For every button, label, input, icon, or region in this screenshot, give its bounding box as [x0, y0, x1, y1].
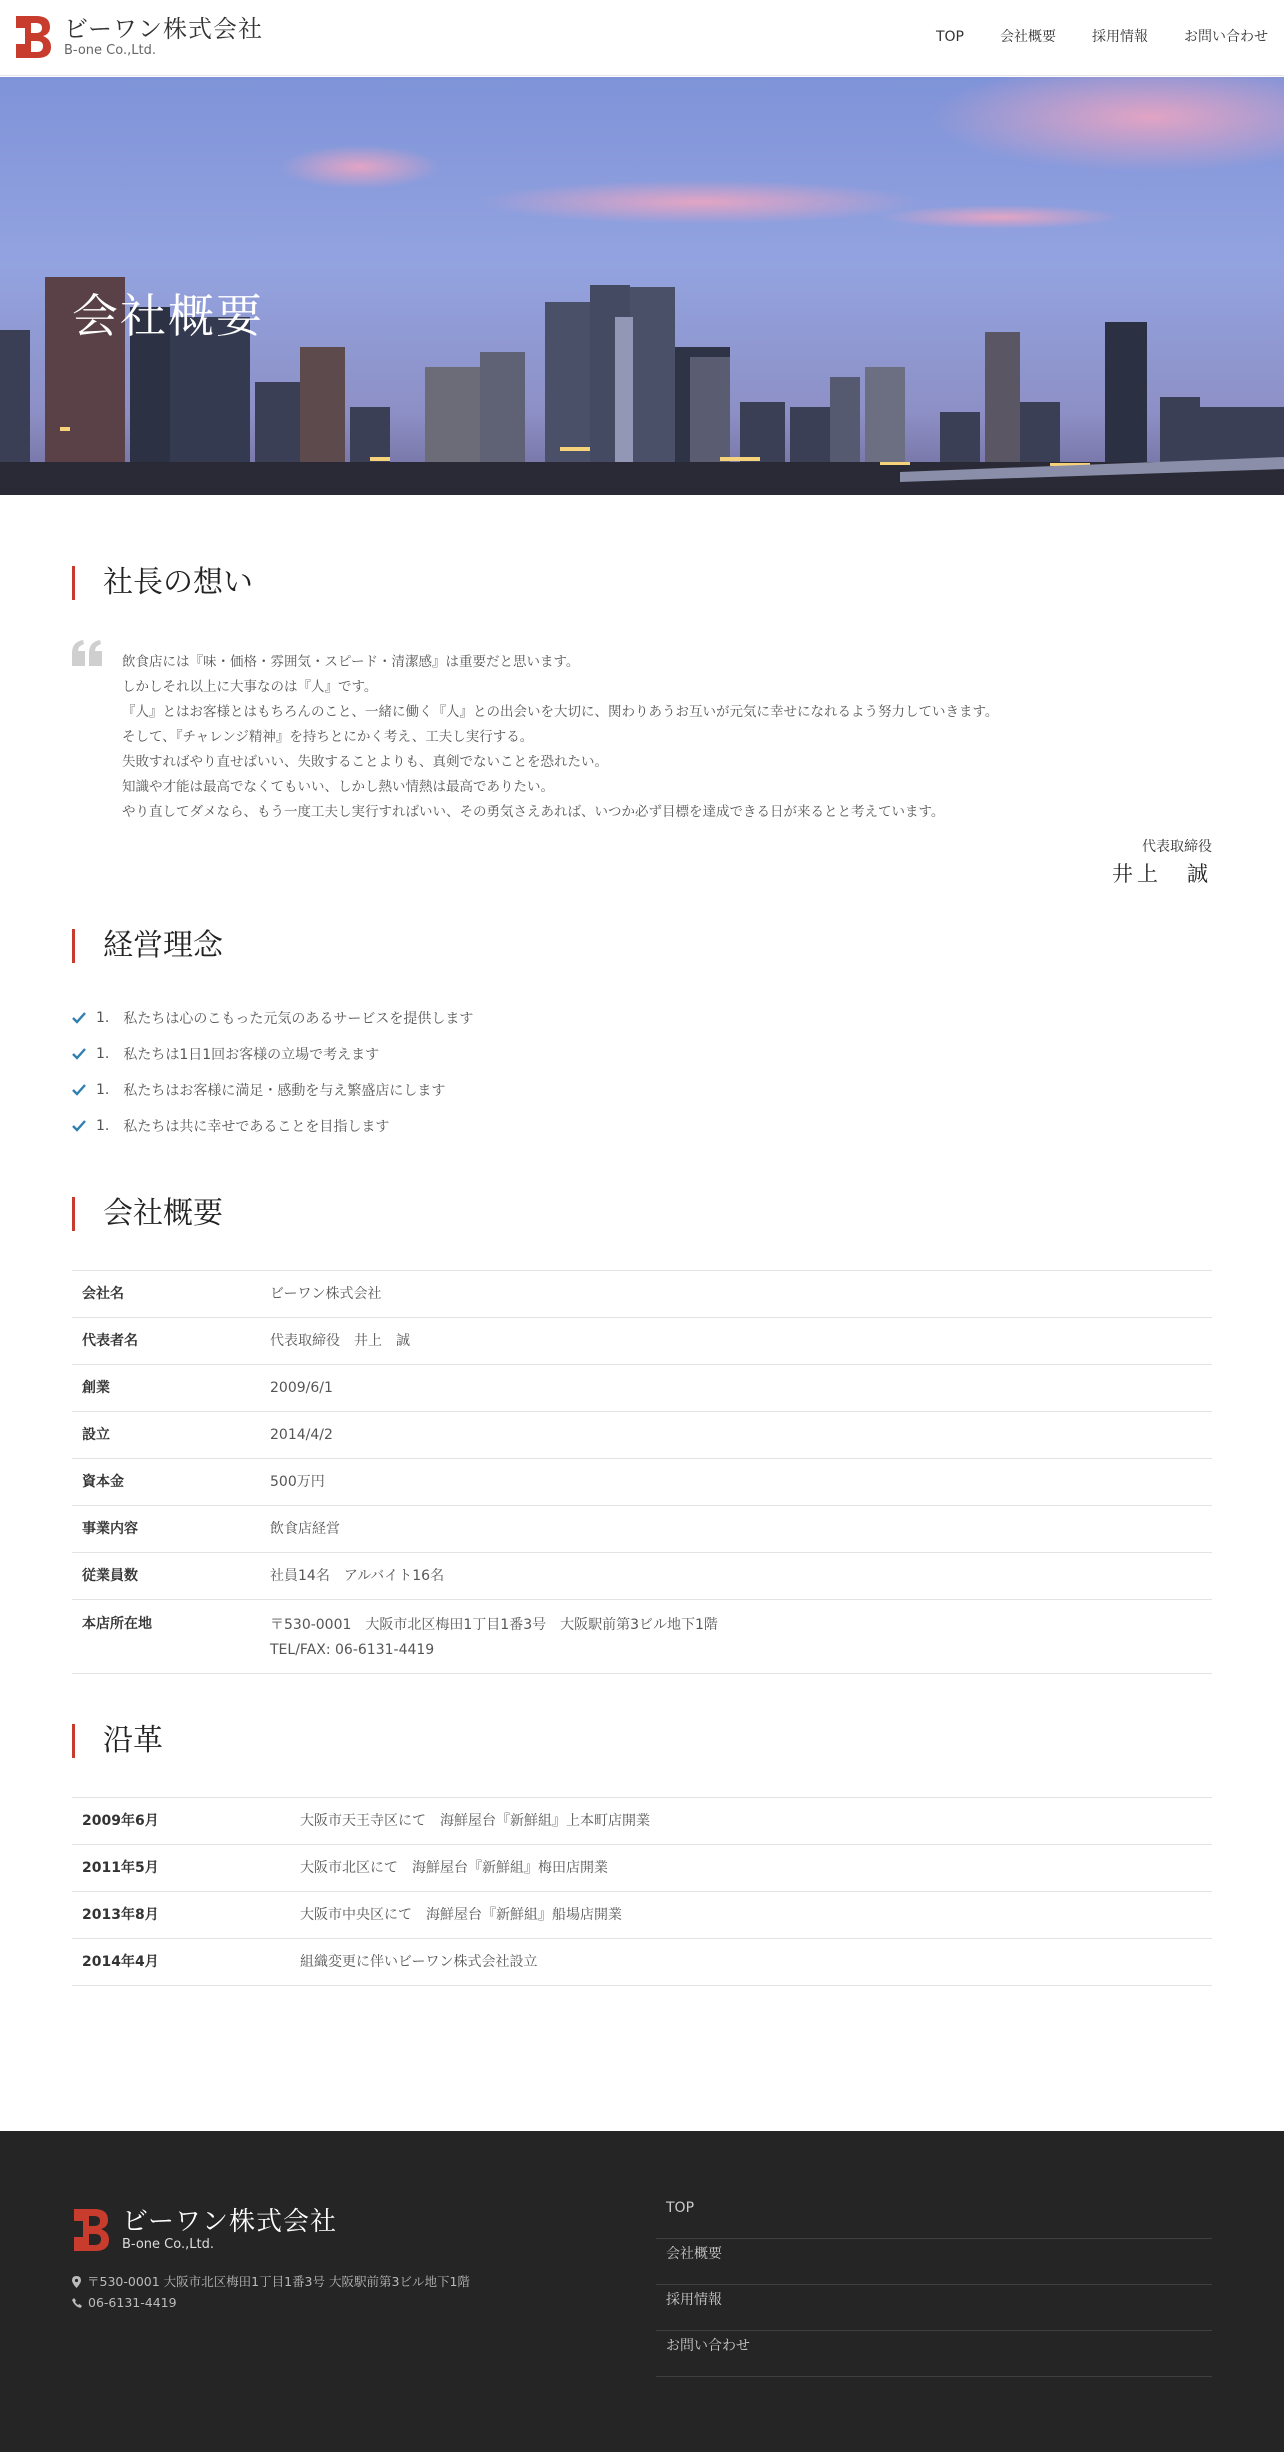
check-icon: [72, 1047, 86, 1061]
row-value: 代表取締役 井上 誠: [260, 1318, 1212, 1365]
logo-mark-icon: [72, 2207, 110, 2253]
table-row: [72, 1939, 1212, 1986]
message-line: 知識や才能は最高でなくてもいい、しかし熱い情熱は最高でありたい。: [122, 779, 554, 795]
list-number: 1.: [96, 1082, 110, 1098]
row-label: 代表者名: [72, 1318, 260, 1365]
history-table: [72, 1797, 1212, 1986]
company-name: ビーワン株式会社: [64, 15, 264, 43]
table-row: [72, 1553, 1212, 1600]
footer-nav-recruit[interactable]: 採用情報: [656, 2285, 1212, 2331]
history-event: 大阪市中央区にて 海鮮屋台『新鮮組』船場店開業: [290, 1892, 1212, 1939]
message-line: 失敗すればやり直せばいい、失敗することよりも、真剣でないことを恐れたい。: [122, 754, 608, 770]
site-header: [0, 0, 1284, 76]
history-event: 大阪市北区にて 海鮮屋台『新鮮組』梅田店開業: [290, 1845, 1212, 1892]
section-heading-history: 沿革: [72, 1724, 163, 1758]
footer-nav: [656, 2193, 1212, 2377]
footer-nav-top[interactable]: TOP: [656, 2193, 1212, 2239]
hero-banner: [0, 77, 1284, 495]
section-heading-philosophy: 経営理念: [72, 929, 223, 963]
history-event: 組織変更に伴いビーワン株式会社設立: [290, 1939, 1212, 1986]
table-row: [72, 1412, 1212, 1459]
row-label: 事業内容: [72, 1506, 260, 1553]
row-value: [260, 1600, 1212, 1674]
footer-phone-row: [72, 2292, 470, 2313]
main-nav: [900, 26, 1268, 48]
table-row: [72, 1845, 1212, 1892]
nav-contact[interactable]: お問い合わせ: [1184, 29, 1268, 45]
footer-address-row: [72, 2271, 470, 2292]
message-line: やり直してダメなら、もう一度工夫し実行すればいい、その勇気さえあれば、いつか必ず目標を達成できる日が来るとと考えています。: [122, 804, 945, 820]
map-marker-icon: [72, 2276, 81, 2288]
table-row: [72, 1506, 1212, 1553]
ceo-message-text: [122, 650, 1212, 825]
row-label: 資本金: [72, 1459, 260, 1506]
row-label: 会社名: [72, 1271, 260, 1318]
tel-fax-line: TEL/FAX: 06-6131-4419: [270, 1642, 435, 1658]
company-overview-table: [72, 1270, 1212, 1674]
list-item: [72, 1036, 473, 1072]
nav-recruit[interactable]: 採用情報: [1092, 29, 1148, 45]
company-sub: B-one Co.,Ltd.: [64, 43, 156, 58]
row-label: 本店所在地: [72, 1600, 260, 1674]
message-line: 飲食店には『味・価格・雰囲気・スピード・清潔感』は重要だと思います。: [122, 654, 580, 670]
footer-phone: 06-6131-4419: [88, 2295, 177, 2310]
list-text: 私たちは心のこもった元気のあるサービスを提供します: [123, 1011, 474, 1027]
table-row: [72, 1318, 1212, 1365]
history-date: 2011年5月: [72, 1845, 290, 1892]
quote-icon: [72, 640, 102, 666]
nav-top[interactable]: TOP: [935, 29, 964, 45]
check-icon: [72, 1011, 86, 1025]
row-value: 2014/4/2: [260, 1412, 1212, 1459]
list-text: 私たちは共に幸せであることを目指します: [123, 1119, 390, 1135]
footer-company-name: ビーワン株式会社: [122, 2207, 337, 2237]
list-item: [72, 1072, 473, 1108]
row-label: 従業員数: [72, 1553, 260, 1600]
history-date: 2013年8月: [72, 1892, 290, 1939]
table-row: [72, 1365, 1212, 1412]
row-label: 設立: [72, 1412, 260, 1459]
philosophy-list: [72, 1000, 473, 1144]
footer-company-sub: B-one Co.,Ltd.: [122, 2237, 214, 2252]
history-date: 2009年6月: [72, 1798, 290, 1845]
row-label: 創業: [72, 1365, 260, 1412]
signature-name: 井上 誠: [1112, 862, 1212, 886]
row-value: 飲食店経営: [260, 1506, 1212, 1553]
list-text: 私たちは1日1回お客様の立場で考えます: [123, 1047, 380, 1063]
row-value: ビーワン株式会社: [260, 1271, 1212, 1318]
list-number: 1.: [96, 1046, 110, 1062]
footer-contact: [72, 2271, 470, 2313]
footer-logo[interactable]: [72, 2207, 337, 2253]
nav-company[interactable]: 会社概要: [1000, 29, 1056, 45]
site-logo[interactable]: [14, 14, 263, 60]
section-heading-overview: 会社概要: [72, 1197, 223, 1231]
row-value: 社員14名 アルバイト16名: [260, 1553, 1212, 1600]
list-text: 私たちはお客様に満足・感動を与え繁盛店にします: [123, 1083, 446, 1099]
table-row: [72, 1892, 1212, 1939]
message-line: 『人』とはお客様とはもちろんのこと、一緒に働く『人』との出会いを大切に、関わりあうお互いが元気に幸せになれるよう努力していきます。: [122, 704, 999, 720]
table-row: [72, 1798, 1212, 1845]
address-line: 〒530-0001 大阪市北区梅田1丁目1番3号 大阪駅前第3ビル地下1階: [270, 1617, 718, 1633]
message-line: そして、『チャレンジ精神』を持ちとにかく考え、工夫し実行する。: [122, 729, 534, 745]
footer-address: 〒530-0001 大阪市北区梅田1丁目1番3号 大阪駅前第3ビル地下1階: [87, 2274, 470, 2289]
history-date: 2014年4月: [72, 1939, 290, 1986]
page-title: 会社概要: [72, 289, 264, 343]
check-icon: [72, 1083, 86, 1097]
section-heading-ceo-message: 社長の想い: [72, 566, 253, 600]
signature-title: 代表取締役: [1142, 839, 1212, 855]
site-footer: [0, 2131, 1284, 2452]
row-value: 2009/6/1: [260, 1365, 1212, 1412]
list-number: 1.: [96, 1010, 110, 1026]
footer-nav-company[interactable]: 会社概要: [656, 2239, 1212, 2285]
phone-icon: [72, 2298, 82, 2308]
footer-nav-contact[interactable]: お問い合わせ: [656, 2331, 1212, 2377]
table-row: [72, 1271, 1212, 1318]
list-item: [72, 1108, 473, 1144]
list-item: [72, 1000, 473, 1036]
list-number: 1.: [96, 1118, 110, 1134]
row-value: 500万円: [260, 1459, 1212, 1506]
check-icon: [72, 1119, 86, 1133]
message-line: しかしそれ以上に大事なのは『人』です。: [122, 679, 378, 695]
history-event: 大阪市天王寺区にて 海鮮屋台『新鮮組』上本町店開業: [290, 1798, 1212, 1845]
logo-mark-icon: [14, 14, 52, 60]
table-row: [72, 1459, 1212, 1506]
table-row: [72, 1600, 1212, 1674]
